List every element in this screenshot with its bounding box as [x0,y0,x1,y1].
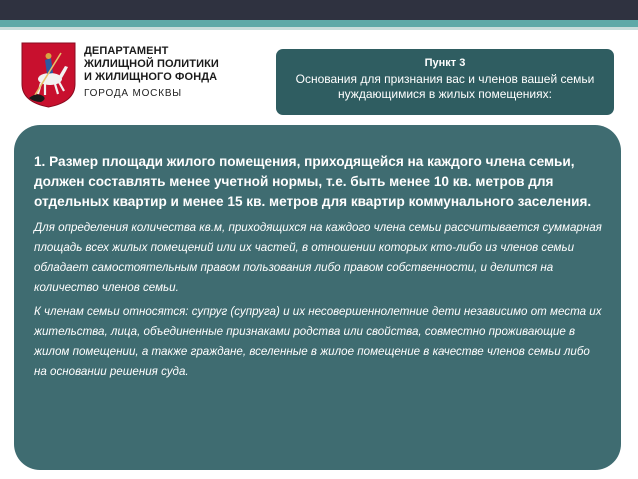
department-line-1: ДЕПАРТАМЕНТ [84,45,169,57]
criterion-headline: 1. Размер площади жилого помещения, приходящейся на каждого члена семьи, должен составлять менее учетной нормы, т.е. быть менее 10 кв. метров для отдельных квартир и менее 15 кв. метров для квартир коммунального заселения. [34,154,592,209]
department-line-2: ЖИЛИЩНОЙ ПОЛИТИКИ [84,58,219,70]
calculation-paragraph: Для определения количества кв.м, приходящихся на каждого члена семьи рассчитывается суммарная площадь всех жилых помещений или их частей, в отношении которых кто-либо из членов семьи обладает самостоятельным правом пользования либо правом собственности, и делится на количество членов семьи. [34,221,602,294]
top-stripe [0,20,638,27]
point-text: Основания для признания вас и членов вашей семьи нуждающимися в жилых помещениях: [295,72,595,101]
department-line-3: И ЖИЛИЩНОГО ФОНДА [84,71,218,83]
family-members-paragraph: К членам семьи относятся: супруг (супруга) и их несовершеннолетние дети независимо от места их жительства, лица, объединенные признаками родства или свойства, совместно проживающие в жилом помещении, а также граждане, вселенные в жилое помещение в качестве членов семьи либо на основании решения суда. [34,305,602,378]
department-name [84,45,264,101]
main-content-box [14,125,621,470]
top-stripe-light [0,27,638,30]
point-box [276,49,614,115]
top-bar [0,0,638,20]
point-title: Пункт 3 [424,57,466,69]
moscow-coat-of-arms-icon [21,42,76,108]
department-city: ГОРОДА МОСКВЫ [84,88,182,99]
